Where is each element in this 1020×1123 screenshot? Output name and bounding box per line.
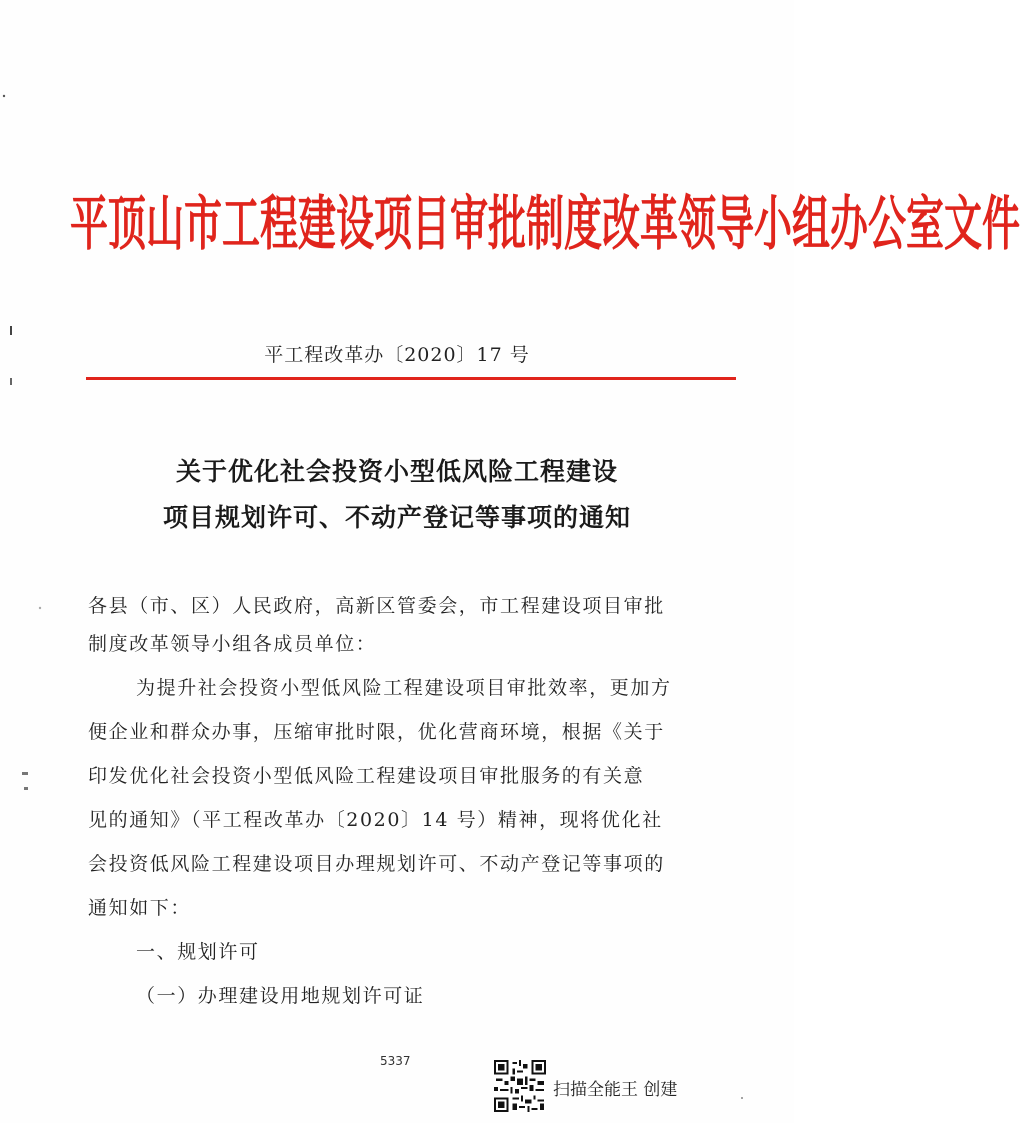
issuing-authority-header: 平顶山市工程建设项目审批制度改革领导小组办公室文件 [70,189,1020,259]
qr-code-icon [494,1060,546,1112]
red-divider-line [86,377,736,380]
document-title-line-1: 关于优化社会投资小型低风险工程建设 [175,457,618,486]
scanner-watermark-label: 扫描全能王 创建 [553,1080,678,1100]
page-number: 5337 [380,1054,411,1068]
addressee-line-1: 各县（市、区）人民政府，高新区管委会，市工程建设项目审批 [88,595,665,617]
document-title-line-2: 项目规划许可、不动产登记等事项的通知 [162,503,631,532]
subsection-heading: （一）办理建设用地规划许可证 [136,985,425,1007]
paragraph-line-2: 便企业和群众办事，压缩审批时限，优化营商环境，根据《关于 [88,721,665,743]
paragraph-line-5: 会投资低风险工程建设项目办理规划许可、不动产登记等事项的 [88,853,665,875]
paragraph-line-1: 为提升社会投资小型低风险工程建设项目审批效率，更加方 [136,677,672,699]
paragraph-line-4: 见的通知》（平工程改革办〔2020〕14 号）精神，现将优化社 [88,809,663,831]
section-heading: 一、规划许可 [136,941,260,963]
document-number: 平工程改革办〔2020〕17 号 [264,344,530,366]
paragraph-line-6: 通知如下： [88,897,192,919]
paragraph-line-3: 印发优化社会投资小型低风险工程建设项目审批服务的有关意 [88,765,645,787]
addressee-line-2: 制度改革领导小组各成员单位： [88,633,377,655]
